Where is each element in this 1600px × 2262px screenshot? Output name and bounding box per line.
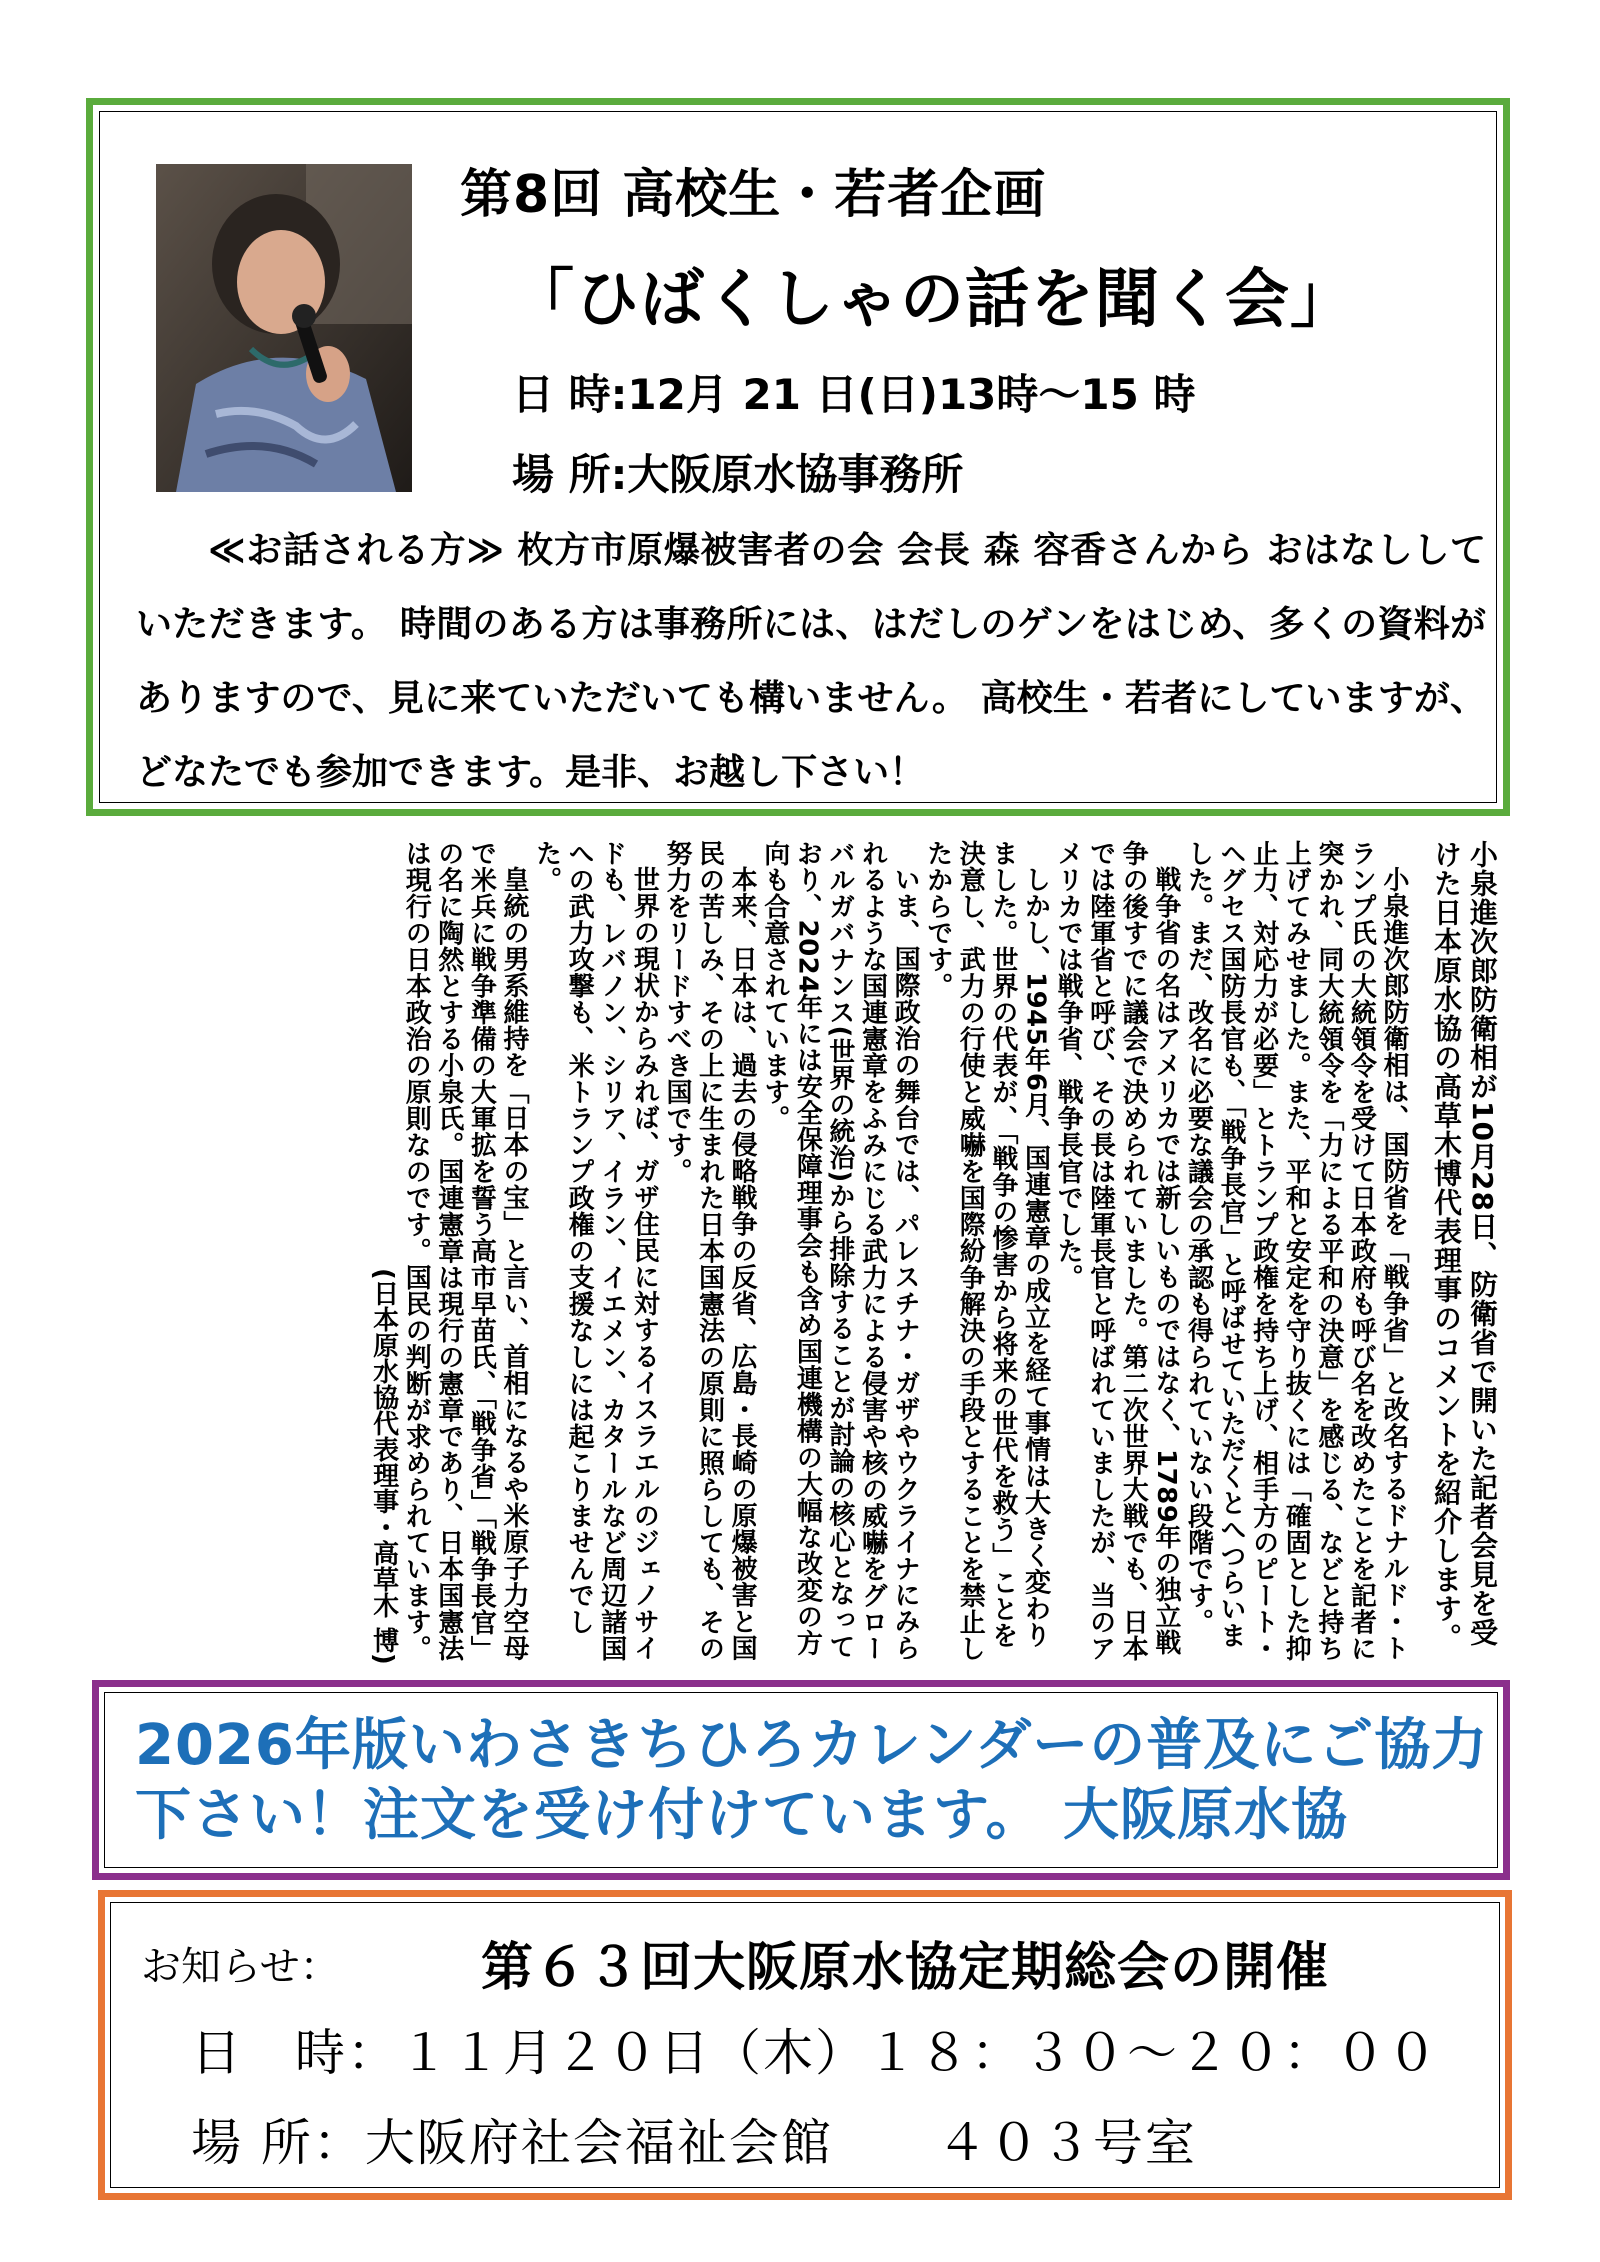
article-body xyxy=(400,840,1410,1665)
article-signature: (日本原水協代表理事・高草木 博) xyxy=(368,1268,399,1665)
article-paragraph: 世界の現状からみれば、ガザ住民に対するイスラエルのジェノサイドも、レバノン、シリア、イラン、イエメン、カタールなど周辺諸国への武力攻撃も、米トランプ政権の支援なしには起こりませんでした。 xyxy=(531,840,660,1662)
calendar-promo-text: 2026年版いわさきちひろカレンダーの普及にご協力下さい！注文を受け付けています。 大阪原水協 xyxy=(135,1713,1489,1848)
notice-box-inner xyxy=(110,1902,1500,2188)
article-paragraph: 小泉進次郎防衛相は、国防省を「戦争省」と改名するドナルド・トランプ氏の大統領令を受けて日本政府も呼び名を改めたことを記者に突かれ、同大統領令を「力による平和の決意」を感じる、などと持ち上げてみせました。また、平和と安定を守り抜くには「確固とした抑止力、対応力が必要」とトランプ政権を持ち上げ、相手方のピート・ヘグセス国防長官も、「戦争長官」と呼ばせていただくとへつらいました。まだ、改名に必要な議会の承認も得られていない段階です。 xyxy=(1183,840,1409,1662)
article-paragraph: 本来、日本は、過去の侵略戦争の反省、広島・長崎の原爆被害と国民の苦しみ、その上に生まれた日本国憲法の原則に照らしても、その努力をリードすべき国です。 xyxy=(661,840,758,1662)
speaker-photo-graphic xyxy=(156,164,412,492)
notice-datetime: 日 時：１１月２０日（木）１８：３０～２０：００ xyxy=(191,2024,1439,2082)
calendar-box-inner xyxy=(104,1692,1498,1868)
event-title-line1: 第8回 高校生・若者企画 xyxy=(460,165,1047,225)
comment-article xyxy=(110,840,1500,1665)
event-box-inner xyxy=(99,111,1497,803)
article-headline: 小泉進次郎防衛相が10月28日、防衛省で開いた記者会見を受けた日本原水協の高草木博代表理事のコメントを紹介します。 xyxy=(1430,840,1499,1652)
notice-place: 場 所：大阪府社会福祉会館 ４０３号室 xyxy=(191,2114,1197,2172)
article-paragraph: 戦争省の名はアメリカでは新しいものではなく、1789年の独立戦争の後すでに議会で決められていました。第二次世界大戦でも、日本では陸軍省と呼び、その長は陸軍長官と呼ばれていましたが、当のアメリカでは戦争省、戦争長官でした。 xyxy=(1053,840,1181,1662)
article-paragraph: 皇統の男系維持を「日本の宝」と言い、首相になるや米原子力空母で米兵に戦争準備の大軍拡を誓う高市早苗氏、「戦争省」「戦争長官」の名に陶然とする小泉氏。国連憲章は現行の憲章であり、日本国憲法は現行の日本政治の原則なのです。国民の判断が求められています。 xyxy=(401,840,529,1662)
notice-box xyxy=(98,1890,1512,2200)
speaker-photo xyxy=(156,164,412,492)
event-title-line2: 「ひばくしゃの話を聞く会」 xyxy=(510,263,1355,337)
article-paragraph: しかし、1945年6月、国連憲章の成立を経て事情は大きく変わりました。世界の代表が、「戦争の惨害から将来の世代を救う」ことを決意し、武力の行使と威嚇を国際紛争解決の手段とすることを禁止したからです。 xyxy=(922,840,1051,1662)
notice-label: お知らせ： xyxy=(141,1944,340,1990)
event-place: 場 所:大阪原水協事務所 xyxy=(512,450,964,499)
article-paragraph: いま、国際政治の舞台では、パレスチナ・ガザやウクライナにみられるような国連憲章をふみにじる武力による侵害や核の威嚇をグローバルガバナンス(世界の統治)から排除することが討論の核心となっており、2024年には安全保障理事会も含め国連機構の大幅な改変の方向も合意されています。 xyxy=(759,840,921,1662)
event-datetime: 日 時:12月 21 日(日)13時～15 時 xyxy=(512,370,1196,419)
notice-title: 第６３回大阪原水協定期総会の開催 xyxy=(481,1938,1330,1998)
event-box xyxy=(86,98,1510,816)
calendar-box xyxy=(92,1680,1510,1880)
event-description: ≪お話される方≫ 枚方市原爆被害者の会 会長 森 容香さんから おはなししていただきます。 時間のある方は事務所には、はだしのゲンをはじめ、多くの資料が ありますので、見に来ていただいても構いません。 高校生・若者にしていますが、どなたでも参加できます。是非、お越し下さい！ xyxy=(136,530,1486,793)
